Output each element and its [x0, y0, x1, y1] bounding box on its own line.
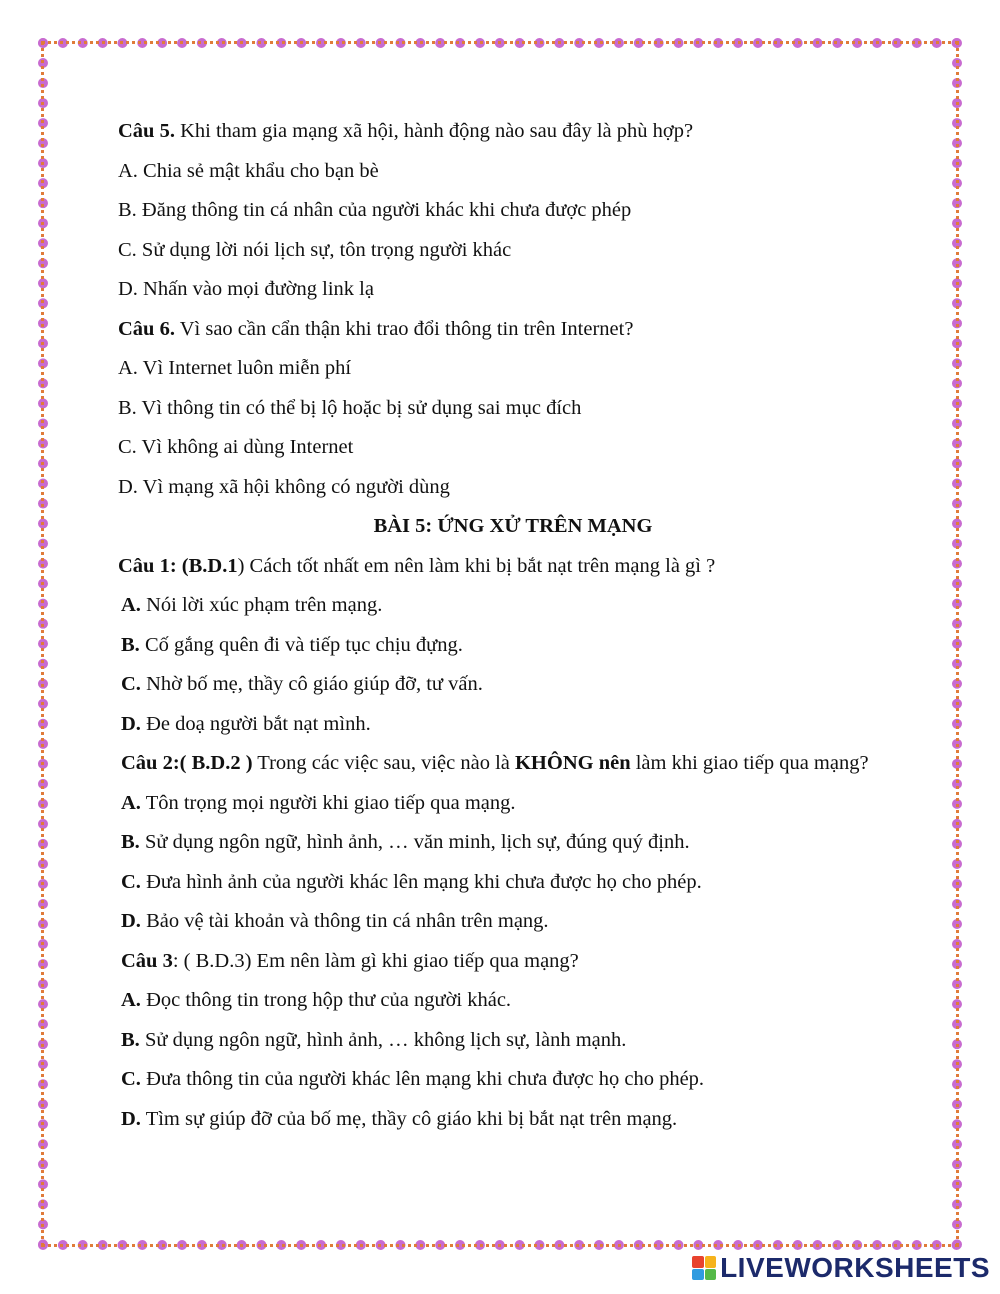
lq1-option-b: [118, 626, 908, 666]
lq1-option-c: [118, 665, 908, 705]
option-letter: D.: [121, 712, 141, 735]
lq2-option-b: [118, 823, 908, 863]
question-5-text: Khi tham gia mạng xã hội, hành động nào sau đây là phù hợp?: [174, 120, 694, 142]
question-5: [118, 112, 908, 152]
q5-option-d: D. Nhấn vào mọi đường link lạ: [118, 278, 374, 300]
lq1-option-d: [118, 705, 908, 745]
lesson-question-1-label: Câu 1: (B.D.1: [118, 554, 238, 577]
option-letter: A.: [121, 989, 141, 1011]
lesson-question-3: [118, 942, 908, 982]
question-6-text: Vì sao cần cẩn thận khi trao đổi thông tin trên Internet?: [174, 317, 634, 340]
option-text: Tìm sự giúp đỡ của bố mẹ, thầy cô giáo khi bị bắt nạt trên mạng.: [140, 1107, 678, 1130]
q5-option-a: A. Chia sẻ mật khẩu cho bạn bè: [118, 159, 379, 182]
option-letter: B.: [121, 1028, 140, 1051]
lesson-question-2-text-end: làm khi giao tiếp qua mạng?: [630, 752, 869, 774]
option-text: Đe doạ người bắt nạt mình.: [140, 712, 371, 735]
lq2-option-a: [118, 784, 908, 824]
section-title: BÀI 5: ỨNG XỬ TRÊN MẠNG: [373, 515, 653, 537]
lesson-question-3-label: Câu 3: [121, 949, 173, 972]
q6-option-a: A. Vì Internet luôn miễn phí: [118, 357, 352, 379]
lq3-option-c: [118, 1060, 908, 1100]
option-letter: B.: [121, 633, 140, 656]
lq2-option-d: [118, 902, 908, 942]
q6-option-b: B. Vì thông tin có thể bị lộ hoặc bị sử dụng sai mục đích: [118, 396, 582, 419]
question-6-label: Câu 6.: [118, 317, 175, 340]
option-letter: C.: [121, 870, 141, 893]
option-text: Sử dụng ngôn ngữ, hình ảnh, … văn minh, lịch sự, đúng quý định.: [139, 831, 690, 853]
liveworksheets-watermark: [692, 1252, 990, 1284]
option-letter: C.: [121, 673, 141, 695]
lesson-question-2-label: Câu 2:( B.D.2 ): [121, 752, 253, 774]
lq3-option-a: [118, 981, 908, 1021]
lesson-question-2: [118, 744, 908, 784]
option-text: Bảo vệ tài khoản và thông tin cá nhân trên mạng.: [140, 910, 549, 932]
option-text: Đưa thông tin của người khác lên mạng khi chưa được họ cho phép.: [140, 1068, 705, 1090]
option-letter: A.: [121, 594, 141, 616]
lesson-question-1-text: ) Cách tốt nhất em nên làm khi bị bắt nạt trên mạng là gì ?: [237, 554, 716, 577]
option-text: Đọc thông tin trong hộp thư của người khác.: [140, 989, 512, 1011]
liveworksheets-text: LIVEWORKSHEETS: [720, 1252, 990, 1283]
lq2-option-c: [118, 863, 908, 903]
option-text: Nói lời xúc phạm trên mạng.: [140, 594, 383, 616]
option-text: Sử dụng ngôn ngữ, hình ảnh, … không lịch sự, lành mạnh.: [139, 1028, 627, 1051]
question-5-label: Câu 5.: [118, 120, 175, 142]
option-letter: D.: [121, 1107, 141, 1130]
liveworksheets-logo-icon: [692, 1256, 716, 1280]
question-6: [118, 310, 908, 350]
option-text: Cố gắng quên đi và tiếp tục chịu đựng.: [139, 633, 463, 656]
option-letter: C.: [121, 1068, 141, 1090]
lesson-question-2-emphasis: KHÔNG nên: [514, 752, 631, 774]
q5-option-b: B. Đăng thông tin cá nhân của người khác khi chưa được phép: [118, 199, 632, 221]
option-letter: D.: [121, 910, 141, 932]
q6-option-c: C. Vì không ai dùng Internet: [118, 436, 354, 458]
lq3-option-b: [118, 1021, 908, 1061]
lq3-option-d: [118, 1100, 908, 1140]
lesson-question-3-text: : ( B.D.3) Em nên làm gì khi giao tiếp qua mạng?: [172, 949, 579, 972]
lesson-question-2-text: Trong các việc sau, việc nào là: [252, 752, 515, 774]
option-text: Nhờ bố mẹ, thầy cô giáo giúp đỡ, tư vấn.: [140, 673, 483, 695]
q6-option-d: D. Vì mạng xã hội không có người dùng: [118, 475, 450, 498]
lq1-option-a: [118, 586, 908, 626]
option-text: Tôn trọng mọi người khi giao tiếp qua mạng.: [140, 791, 516, 814]
worksheet-content: [118, 112, 908, 1139]
lesson-question-1: [118, 547, 908, 587]
option-text: Đưa hình ảnh của người khác lên mạng khi chưa được họ cho phép.: [140, 870, 702, 893]
q5-option-c: C. Sử dụng lời nói lịch sự, tôn trọng người khác: [118, 238, 512, 261]
option-letter: B.: [121, 831, 140, 853]
option-letter: A.: [121, 791, 141, 814]
